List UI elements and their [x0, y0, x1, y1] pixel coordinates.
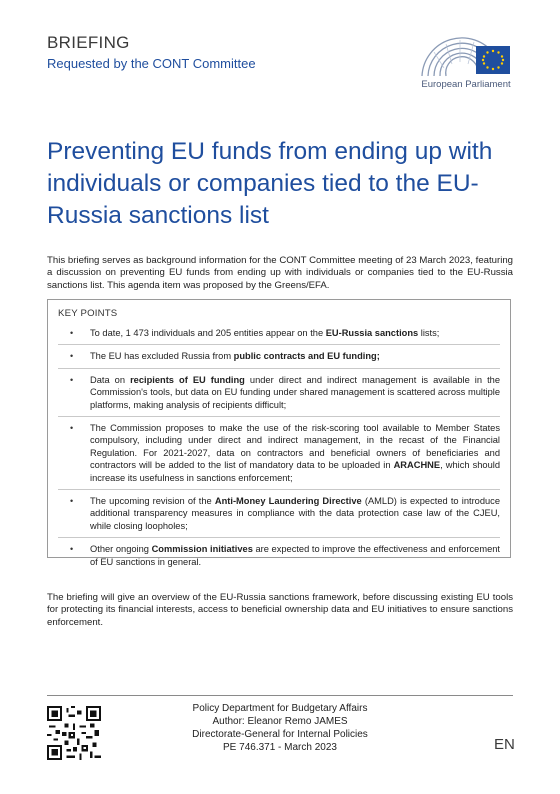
intro-paragraph: This briefing serves as background information for the CONT Committee meeting of 23 March 2023, featuring a discussion on preventing EU funds from ending up with individuals or companies tied to the EU-Russia sanctions list. This agenda item was proposed by the Greens/EFA.	[47, 254, 513, 291]
key-points-list	[58, 322, 500, 573]
key-point-emphasis: EU-Russia sanctions	[325, 328, 419, 338]
key-point-text: under direct and indirect management is available in the Commission's tools, but data on EU funding under shared management is scattered across multiple platforms, making analysis of recipients difficult;	[90, 374, 501, 410]
key-point-text: Other ongoing	[90, 544, 152, 555]
document-type: BRIEFING	[47, 33, 130, 52]
language-code: EN	[494, 736, 515, 753]
key-points-heading: KEY POINTS	[58, 308, 118, 319]
directorate: Directorate-General for Internal Policies	[192, 729, 368, 740]
key-point-item	[58, 417, 500, 490]
footer-info	[150, 702, 410, 754]
author: Author: Eleanor Remo JAMES	[212, 716, 348, 727]
key-point-text: The Commission proposes to make the use of the risk-scoring tool available to Member States compulsory, including under direct and indirect management, in the recast of the Financial Regulation. For 2021-2027, data on contractors and beneficial owners of beneficiaries and contractors will be added to the list of mandatory data to be uploaded in	[90, 423, 500, 471]
closing-paragraph: The briefing will give an overview of the EU-Russia sanctions framework, before discussing existing EU tools for protecting its financial interests, access to beneficial ownership data and EU initiatives to ensure sanctions enforcement.	[47, 591, 513, 628]
key-point-text: (AMLD) is expected to introduce additional transparency measures in compliance with the data protection case law of the CJEU, while closing loopholes;	[90, 496, 501, 531]
key-point-item	[58, 322, 500, 345]
key-point-text: The upcoming revision of the	[90, 496, 215, 507]
key-point-item	[58, 345, 500, 368]
key-point-emphasis: Anti-Money Laundering Directive	[214, 496, 362, 507]
bullet-icon: •	[70, 496, 74, 507]
bullet-icon: •	[70, 374, 74, 385]
bullet-icon: •	[70, 351, 74, 362]
key-points-box	[47, 299, 511, 567]
key-point-emphasis: recipients of EU funding	[130, 374, 245, 385]
key-point-item	[58, 490, 500, 538]
qr-code-icon	[47, 706, 101, 760]
key-point-emphasis: ARACHNE	[393, 460, 441, 471]
key-point-text: The EU has excluded Russia from	[90, 351, 234, 362]
key-point-text: , which should increase its usefulness in sanctions enforcement;	[90, 460, 500, 483]
key-point-text: lists;	[418, 328, 440, 338]
page-title: Preventing EU funds from ending up with individuals or companies tied to the EU-Russia sanctions list	[47, 138, 493, 230]
key-point-text: Data on	[90, 374, 131, 385]
bullet-icon: •	[70, 544, 74, 555]
key-point-item	[58, 538, 500, 573]
key-point-emphasis: public contracts and EU funding;	[233, 351, 380, 362]
logo-text: European Parliament	[421, 79, 511, 90]
policy-department: Policy Department for Budgetary Affairs	[192, 703, 368, 714]
key-point-text: To date, 1 473 individuals and 205 entities appear on the	[90, 328, 326, 338]
bullet-icon: •	[70, 328, 74, 338]
key-point-emphasis: Commission initiatives	[151, 544, 253, 555]
key-point-item	[58, 369, 500, 417]
footer-divider	[47, 695, 513, 696]
requested-by: Requested by the CONT Committee	[47, 56, 256, 71]
document-reference: PE 746.371 - March 2023	[223, 742, 337, 753]
key-point-text: are expected to improve the effectiveness and enforcement of EU sanctions in general.	[90, 544, 500, 567]
bullet-icon: •	[70, 423, 74, 434]
